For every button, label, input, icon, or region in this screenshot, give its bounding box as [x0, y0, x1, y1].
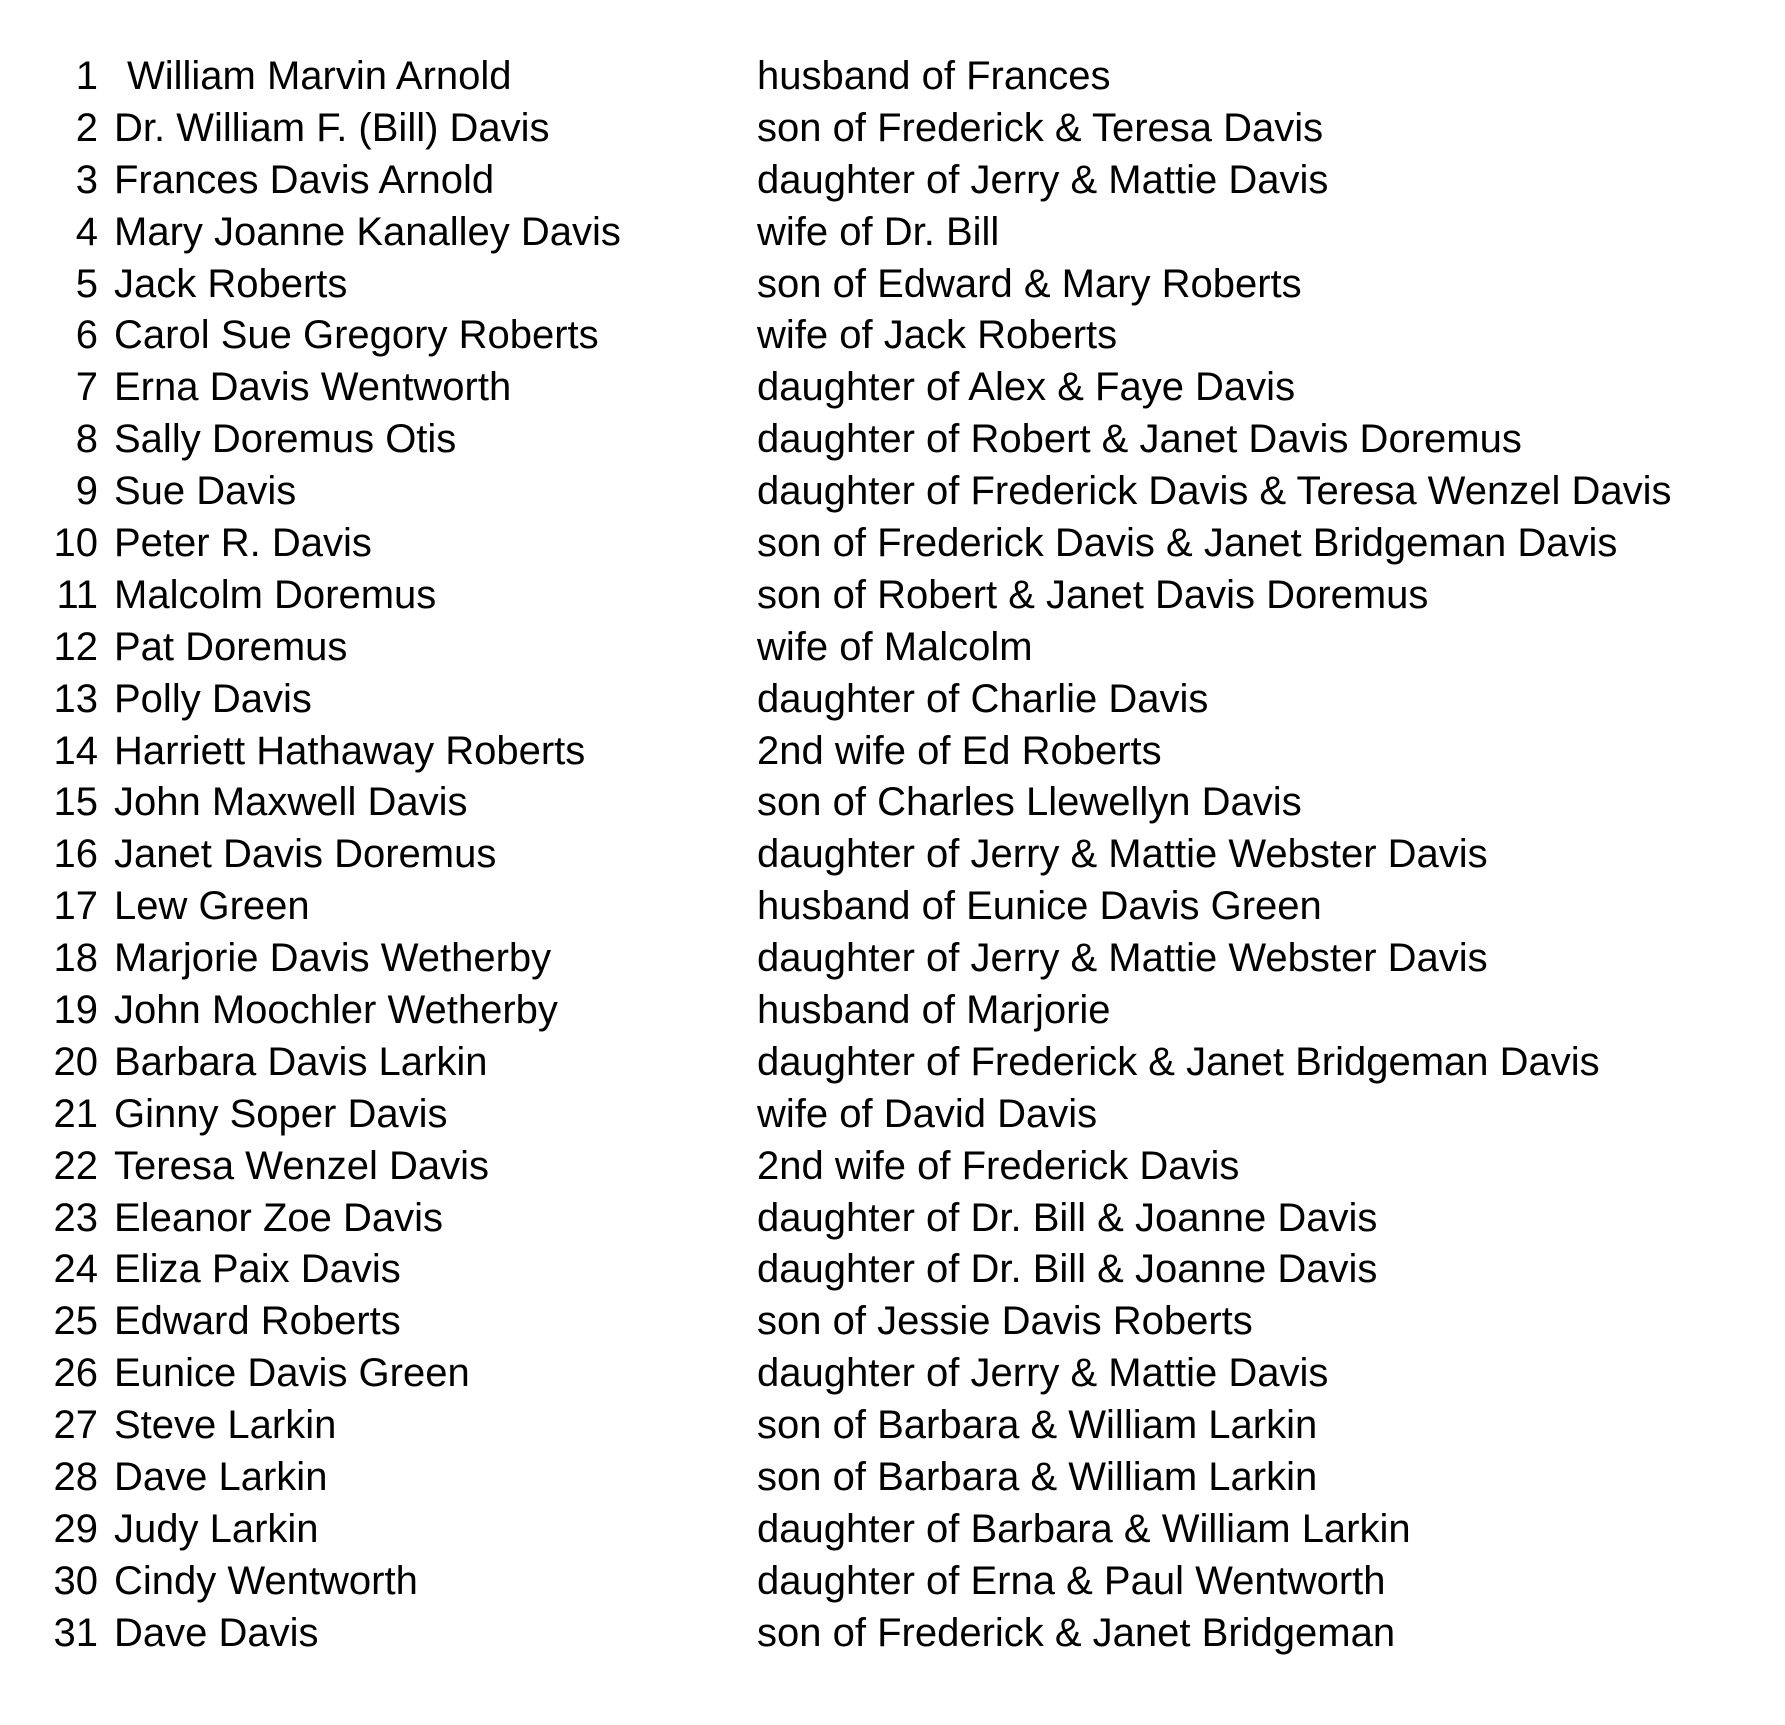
roster-row [0, 1503, 1785, 1555]
person-name: Marjorie Davis Wetherby [114, 936, 552, 981]
person-name: Dave Larkin [114, 1455, 328, 1500]
person-name: Lew Green [114, 884, 310, 929]
entry-number: 3 [75, 157, 98, 202]
roster-row [0, 1140, 1785, 1192]
person-name: Sally Doremus Otis [114, 417, 457, 462]
person-name: Sue Davis [114, 469, 297, 514]
roster-row [0, 932, 1785, 984]
person-name: Teresa Wenzel Davis [114, 1143, 489, 1188]
entry-number: 21 [53, 1091, 98, 1136]
relationship-description: son of Frederick Davis & Janet Bridgeman Davis [757, 521, 1618, 566]
entry-number: 12 [53, 624, 98, 669]
roster-row [0, 206, 1785, 258]
person-name: Jack Roberts [114, 261, 348, 306]
relationship-description: daughter of Dr. Bill & Joanne Davis [757, 1247, 1378, 1292]
person-name: Mary Joanne Kanalley Davis [114, 209, 621, 254]
person-name: Eunice Davis Green [114, 1351, 470, 1396]
entry-number: 20 [53, 1039, 98, 1084]
person-name: Carol Sue Gregory Roberts [114, 313, 599, 358]
roster-row [0, 828, 1785, 880]
entry-number: 29 [53, 1506, 98, 1551]
entry-number: 22 [53, 1143, 98, 1188]
entry-number: 14 [53, 728, 98, 773]
relationship-description: daughter of Dr. Bill & Joanne Davis [757, 1195, 1378, 1240]
relationship-description: son of Edward & Mary Roberts [757, 261, 1302, 306]
entry-number: 27 [53, 1403, 98, 1448]
person-name: Pat Doremus [114, 624, 348, 669]
person-name: Erna Davis Wentworth [114, 365, 512, 410]
relationship-description: husband of Frances [757, 54, 1111, 98]
roster-row [0, 673, 1785, 725]
relationship-description: son of Jessie Davis Roberts [757, 1299, 1253, 1344]
person-name: Malcolm Doremus [114, 572, 437, 617]
relationship-description: wife of Malcolm [757, 624, 1033, 669]
entry-number: 24 [53, 1247, 98, 1292]
roster-row [0, 621, 1785, 673]
entry-number: 4 [75, 209, 98, 254]
entry-number: 5 [75, 261, 98, 306]
roster-row [0, 1088, 1785, 1140]
person-name: Barbara Davis Larkin [114, 1039, 488, 1084]
entry-number: 6 [75, 313, 98, 358]
roster-row [0, 569, 1785, 621]
entry-number: 11 [56, 572, 98, 617]
roster-row [0, 1243, 1785, 1295]
entry-number: 1 [75, 54, 98, 98]
relationship-description: son of Barbara & William Larkin [757, 1455, 1318, 1500]
person-name: John Moochler Wetherby [114, 988, 558, 1033]
roster-row [0, 102, 1785, 154]
relationship-description: daughter of Robert & Janet Davis Doremus [757, 417, 1522, 462]
entry-number: 2 [75, 105, 98, 150]
entry-number: 15 [53, 780, 98, 825]
person-name: Eliza Paix Davis [114, 1247, 401, 1292]
person-name: Dr. William F. (Bill) Davis [114, 105, 550, 150]
roster-row [0, 1347, 1785, 1399]
entry-number: 10 [53, 521, 98, 566]
relationship-description: daughter of Jerry & Mattie Davis [757, 1351, 1329, 1396]
person-name: William Marvin Arnold [127, 54, 512, 98]
relationship-description: daughter of Frederick Davis & Teresa Wenzel Davis [757, 469, 1672, 514]
roster-row [0, 361, 1785, 413]
person-name: Peter R. Davis [114, 521, 372, 566]
roster-row [0, 1555, 1785, 1607]
person-name: Edward Roberts [114, 1299, 401, 1344]
person-name: Judy Larkin [114, 1506, 319, 1551]
roster-row [0, 880, 1785, 932]
roster-row [0, 258, 1785, 310]
roster-row [0, 154, 1785, 206]
relationship-description: 2nd wife of Ed Roberts [757, 728, 1162, 773]
entry-number: 31 [53, 1610, 98, 1655]
roster-row [0, 1036, 1785, 1088]
entry-number: 9 [75, 469, 98, 514]
relationship-description: husband of Marjorie [757, 988, 1111, 1033]
relationship-description: wife of Dr. Bill [757, 209, 1000, 254]
roster-row [0, 309, 1785, 361]
roster-row [0, 1451, 1785, 1503]
relationship-description: son of Charles Llewellyn Davis [757, 780, 1302, 825]
relationship-description: husband of Eunice Davis Green [757, 884, 1322, 929]
relationship-description: daughter of Jerry & Mattie Webster Davis [757, 832, 1488, 877]
relationship-description: son of Robert & Janet Davis Doremus [757, 572, 1429, 617]
person-name: Janet Davis Doremus [114, 832, 497, 877]
person-name: Polly Davis [114, 676, 312, 721]
roster-row [0, 465, 1785, 517]
relationship-description: daughter of Erna & Paul Wentworth [757, 1558, 1386, 1603]
entry-number: 8 [75, 417, 98, 462]
roster-row [0, 50, 1785, 102]
entry-number: 25 [53, 1299, 98, 1344]
roster-row [0, 776, 1785, 828]
roster-row [0, 1295, 1785, 1347]
roster-row [0, 517, 1785, 569]
relationship-description: daughter of Charlie Davis [757, 676, 1209, 721]
entry-number: 13 [53, 676, 98, 721]
person-name: Eleanor Zoe Davis [114, 1195, 444, 1240]
relationship-description: wife of David Davis [757, 1091, 1098, 1136]
entry-number: 17 [53, 884, 98, 929]
relationship-description: daughter of Frederick & Janet Bridgeman Davis [757, 1039, 1600, 1084]
person-name: Frances Davis Arnold [114, 157, 495, 202]
person-name: John Maxwell Davis [114, 780, 468, 825]
roster-row [0, 725, 1785, 777]
roster-row [0, 984, 1785, 1036]
family-roster [0, 50, 1785, 1659]
relationship-description: son of Frederick & Janet Bridgeman [757, 1610, 1396, 1655]
person-name: Cindy Wentworth [114, 1558, 418, 1603]
entry-number: 26 [53, 1351, 98, 1396]
person-name: Dave Davis [114, 1610, 319, 1655]
relationship-description: daughter of Barbara & William Larkin [757, 1506, 1411, 1551]
roster-row [0, 1192, 1785, 1244]
relationship-description: daughter of Jerry & Mattie Webster Davis [757, 936, 1488, 981]
relationship-description: daughter of Alex & Faye Davis [757, 365, 1296, 410]
entry-number: 23 [53, 1195, 98, 1240]
relationship-description: daughter of Jerry & Mattie Davis [757, 157, 1329, 202]
relationship-description: son of Barbara & William Larkin [757, 1403, 1318, 1448]
roster-row [0, 413, 1785, 465]
entry-number: 18 [53, 936, 98, 981]
roster-row [0, 1607, 1785, 1659]
entry-number: 16 [53, 832, 98, 877]
entry-number: 30 [53, 1558, 98, 1603]
entry-number: 19 [53, 988, 98, 1033]
person-name: Steve Larkin [114, 1403, 337, 1448]
entry-number: 7 [75, 365, 98, 410]
relationship-description: 2nd wife of Frederick Davis [757, 1143, 1240, 1188]
roster-row [0, 1399, 1785, 1451]
person-name: Ginny Soper Davis [114, 1091, 448, 1136]
relationship-description: wife of Jack Roberts [757, 313, 1118, 358]
relationship-description: son of Frederick & Teresa Davis [757, 105, 1324, 150]
person-name: Harriett Hathaway Roberts [114, 728, 586, 773]
entry-number: 28 [53, 1455, 98, 1500]
